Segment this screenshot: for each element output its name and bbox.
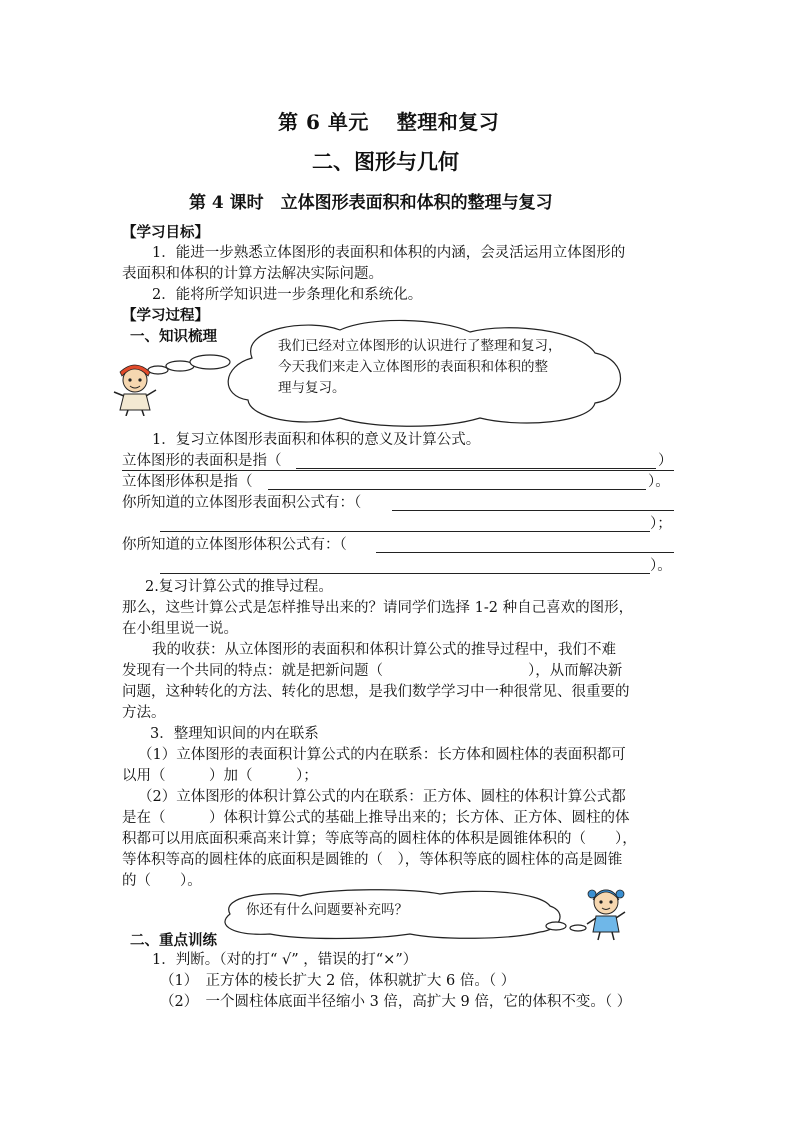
goal-1-line-1: 1．能进一步熟悉立体图形的表面积和体积的内涵，会灵活运用立体图形的 [152, 245, 626, 261]
surface-formula-blank-1[interactable] [392, 510, 674, 511]
process-heading: 【学习过程】 [122, 307, 209, 324]
volume-formula-end: ）。 [650, 558, 672, 574]
bubble1-line1: 我们已经对立体图形的认识进行了整理和复习， [278, 338, 562, 354]
relation-p2-line4: 等体积等高的圆柱体的底面积是圆锥的（ ），等体积等底的圆柱体的高是圆锥 [122, 852, 623, 868]
bubble2-text: 你还有什么问题要补充吗？ [246, 902, 408, 918]
goals-heading: 【学习目标】 [122, 224, 209, 241]
bubble1-line3: 理与复习。 [278, 380, 346, 396]
volume-label: 立体图形体积是指（ [122, 474, 253, 490]
training-q1: 1．判断。（对的打“ √” ，错误的打“×”） [152, 952, 418, 968]
surface-formula-label: 你所知道的立体图形表面积公式有：（ [122, 495, 362, 511]
surface-area-blank[interactable] [296, 468, 656, 469]
surface-area-underline [122, 470, 674, 471]
section-title: 二、图形与几何 [312, 149, 459, 174]
relation-p1-line2: 以用（ ）加（ ）； [122, 768, 318, 784]
relation-p2-line2: 是在（ ）体积计算公式的基础上推导出来的；长方体、正方体、圆柱的体 [122, 810, 630, 826]
gain-line3: 问题，这种转化的方法、转化的思想，是我们数学学习中一种很常见、很重要的 [122, 684, 630, 700]
unit-title: 第 6 单元 整理和复习 [278, 110, 500, 134]
volume-end: ）。 [648, 474, 670, 490]
surface-area-label: 立体图形的表面积是指（ [122, 453, 282, 469]
training-heading: 二、重点训练 [130, 932, 217, 949]
gain-line2: 发现有一个共同的特点：就是把新问题（ ），从而解决新 [122, 663, 623, 679]
volume-formula-blank-2[interactable] [160, 573, 650, 574]
surface-area-end: ） [658, 453, 673, 469]
derive-line1: 那么，这些计算公式是怎样推导出来的？请同学们选择 1-2 种自己喜欢的图形， [122, 600, 634, 616]
relation-p2-line3: 积都可以用底面积乘高来计算；等底等高的圆柱体的体积是圆锥体积的（ ）， [122, 831, 637, 847]
relation-p2-line1: （2）立体图形的体积计算公式的内在联系：正方体、圆柱的体积计算公式都 [138, 789, 626, 805]
volume-formula-blank-1[interactable] [376, 552, 674, 553]
training-item1: （1） 正方体的棱长扩大 2 倍，体积就扩大 6 倍。（ ） [160, 973, 516, 989]
volume-formula-label: 你所知道的立体图形体积公式有：（ [122, 537, 347, 553]
relation-q3: 3．整理知识间的内在联系 [150, 726, 319, 742]
derive-line2: 在小组里说一说。 [122, 621, 238, 637]
surface-formula-blank-2[interactable] [160, 531, 650, 532]
gain-line4: 方法。 [122, 705, 166, 721]
lesson-title: 第 4 课时 立体图形表面积和体积的整理与复习 [189, 193, 553, 213]
gain-line1: 我的收获：从立体图形的表面积和体积计算公式的推导过程中，我们不难 [152, 642, 616, 658]
part1-heading: 一、知识梳理 [130, 328, 217, 345]
relation-p2-line5: 的（ ）。 [122, 873, 202, 889]
cartoon-child-illustration [584, 884, 628, 942]
goal-2: 2．能将所学知识进一步条理化和系统化。 [152, 287, 423, 303]
bubble1-line2: 今天我们来走入立体图形的表面积和体积的整 [278, 359, 548, 375]
cartoon-girl-illustration [110, 364, 160, 416]
review-q1: 1．复习立体图形表面积和体积的意义及计算公式。 [152, 432, 481, 448]
volume-blank[interactable] [268, 489, 646, 490]
surface-formula-end: ）； [650, 516, 672, 532]
derive-q2: 2.复习计算公式的推导过程。 [145, 579, 333, 595]
relation-p1-line1: （1）立体图形的表面积计算公式的内在联系：长方体和圆柱体的表面积都可 [138, 747, 626, 763]
training-item2: （2） 一个圆柱体底面半径缩小 3 倍，高扩大 9 倍，它的体积不变。（ ） [160, 994, 632, 1010]
goal-1-line-2: 表面积和体积的计算方法解决实际问题。 [122, 266, 383, 282]
